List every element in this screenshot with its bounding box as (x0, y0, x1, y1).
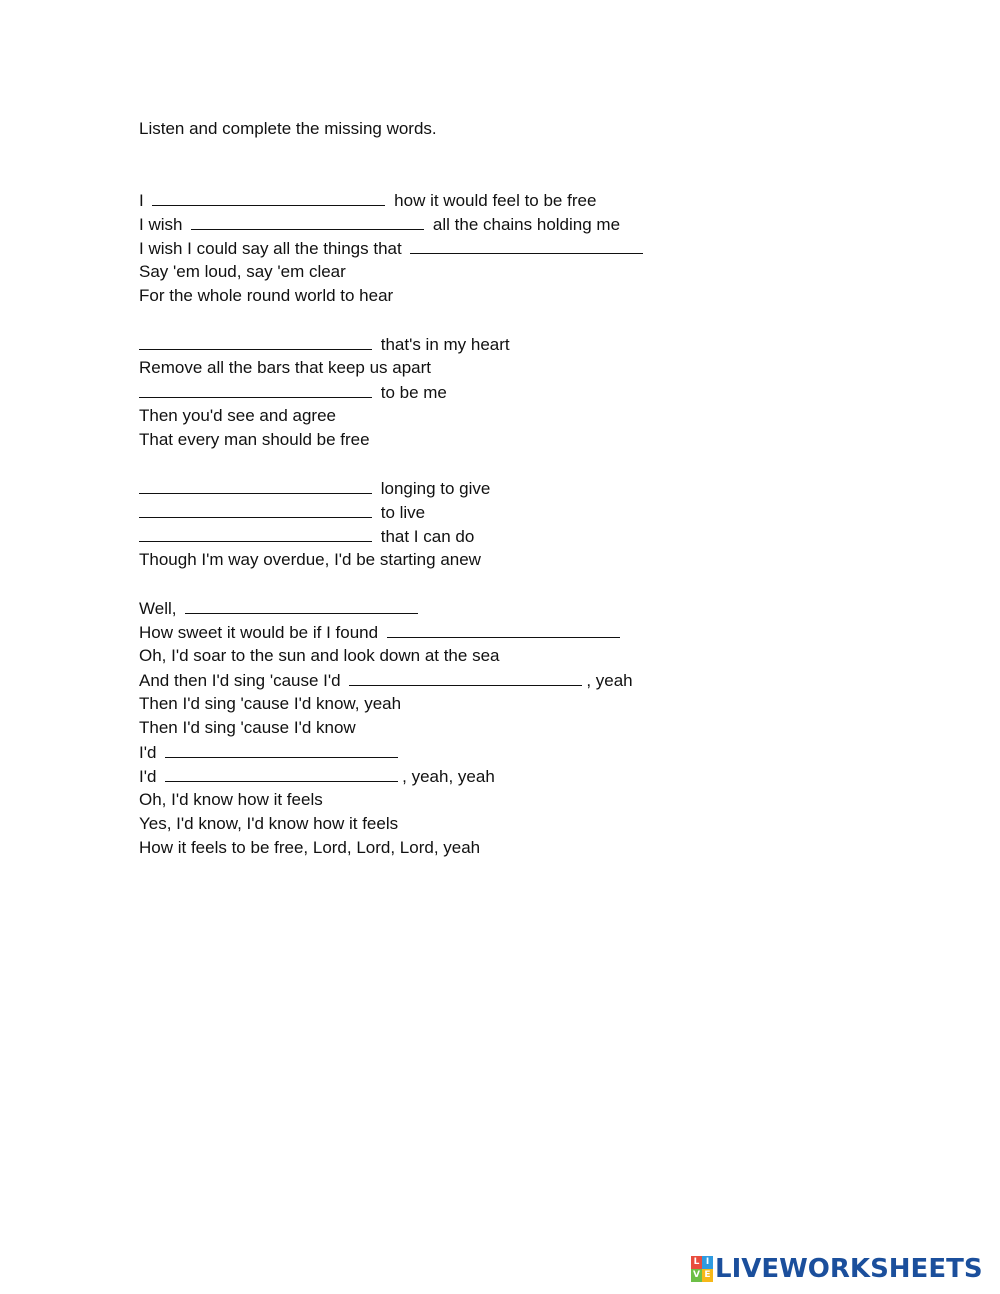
stanza-gap (139, 308, 643, 332)
lyric-line (139, 596, 643, 620)
lyric-line (139, 428, 643, 452)
answer-blank[interactable] (139, 524, 372, 542)
lyric-text: that I can do (376, 527, 475, 546)
lyric-line (139, 380, 643, 404)
lyric-text: Yes, I'd know, I'd know how it feels (139, 814, 399, 833)
logo-mark-letter: I (702, 1256, 713, 1269)
lyric-text: I (139, 191, 149, 210)
lyric-line (139, 836, 643, 860)
lyric-line (139, 356, 643, 380)
answer-blank[interactable] (165, 740, 398, 758)
lyric-text: For the whole round world to hear (139, 286, 394, 305)
lyric-text: How sweet it would be if I found (139, 623, 383, 642)
lyric-text: I wish I could say all the things that (139, 239, 407, 258)
logo-text: LIVEWORKSHEETS (715, 1254, 983, 1284)
lyric-text: Say 'em loud, say 'em clear (139, 262, 346, 281)
lyric-line (139, 212, 643, 236)
lyric-line (139, 236, 643, 260)
lyric-line (139, 644, 643, 668)
lyric-line (139, 284, 643, 308)
answer-blank[interactable] (139, 476, 372, 494)
liveworksheets-logo (691, 1255, 983, 1283)
answer-blank[interactable] (139, 380, 372, 398)
stanza-gap (139, 452, 643, 476)
answer-blank[interactable] (349, 668, 582, 686)
lyric-text: I wish (139, 215, 188, 234)
answer-blank[interactable] (139, 332, 372, 350)
lyric-text: And then I'd sing 'cause I'd (139, 671, 346, 690)
lyric-line (139, 620, 643, 644)
lyric-line (139, 692, 643, 716)
lyric-line (139, 788, 643, 812)
lyric-line (139, 812, 643, 836)
answer-blank[interactable] (152, 188, 385, 206)
lyric-line (139, 524, 643, 548)
lyric-text: Then I'd sing 'cause I'd know (139, 718, 356, 737)
lyric-text: , yeah (586, 671, 633, 690)
lyric-line (139, 500, 643, 524)
logo-mark-letter: E (702, 1269, 713, 1282)
lyric-text: that's in my heart (376, 335, 510, 354)
lyric-line (139, 404, 643, 428)
lyric-line (139, 188, 643, 212)
lyric-line (139, 740, 643, 764)
lyrics-block (139, 188, 643, 860)
lyric-line (139, 332, 643, 356)
lyric-text: How it feels to be free, Lord, Lord, Lord, yeah (139, 838, 481, 857)
lyric-text: Oh, I'd soar to the sun and look down at the sea (139, 646, 500, 665)
logo-mark-letter: V (691, 1269, 702, 1282)
lyric-text: to live (376, 503, 426, 522)
answer-blank[interactable] (410, 236, 643, 254)
lyric-line (139, 716, 643, 740)
lyric-text: I'd (139, 743, 162, 762)
lyric-text: Oh, I'd know how it feels (139, 790, 323, 809)
lyric-text: longing to give (376, 479, 491, 498)
logo-mark-icon (691, 1256, 713, 1282)
lyric-line (139, 476, 643, 500)
lyric-line (139, 764, 643, 788)
lyric-line (139, 668, 643, 692)
answer-blank[interactable] (191, 212, 424, 230)
lyric-text: Well, (139, 599, 182, 618)
stanza-gap (139, 572, 643, 596)
lyric-text: Then you'd see and agree (139, 406, 337, 425)
lyric-text: Remove all the bars that keep us apart (139, 358, 431, 377)
lyric-text: Then I'd sing 'cause I'd know, yeah (139, 694, 402, 713)
lyric-line (139, 548, 643, 572)
answer-blank[interactable] (185, 596, 418, 614)
lyric-text: , yeah, yeah (402, 767, 495, 786)
lyric-text: all the chains holding me (428, 215, 621, 234)
lyric-text: to be me (376, 383, 447, 402)
lyric-text: Though I'm way overdue, I'd be starting anew (139, 550, 481, 569)
lyric-text: how it would feel to be free (389, 191, 597, 210)
lyric-line (139, 260, 643, 284)
logo-mark-letter: L (691, 1256, 702, 1269)
answer-blank[interactable] (165, 764, 398, 782)
answer-blank[interactable] (139, 500, 372, 518)
lyric-text: I'd (139, 767, 162, 786)
lyric-text: That every man should be free (139, 430, 370, 449)
instruction-text: Listen and complete the missing words. (139, 119, 437, 138)
answer-blank[interactable] (387, 620, 620, 638)
